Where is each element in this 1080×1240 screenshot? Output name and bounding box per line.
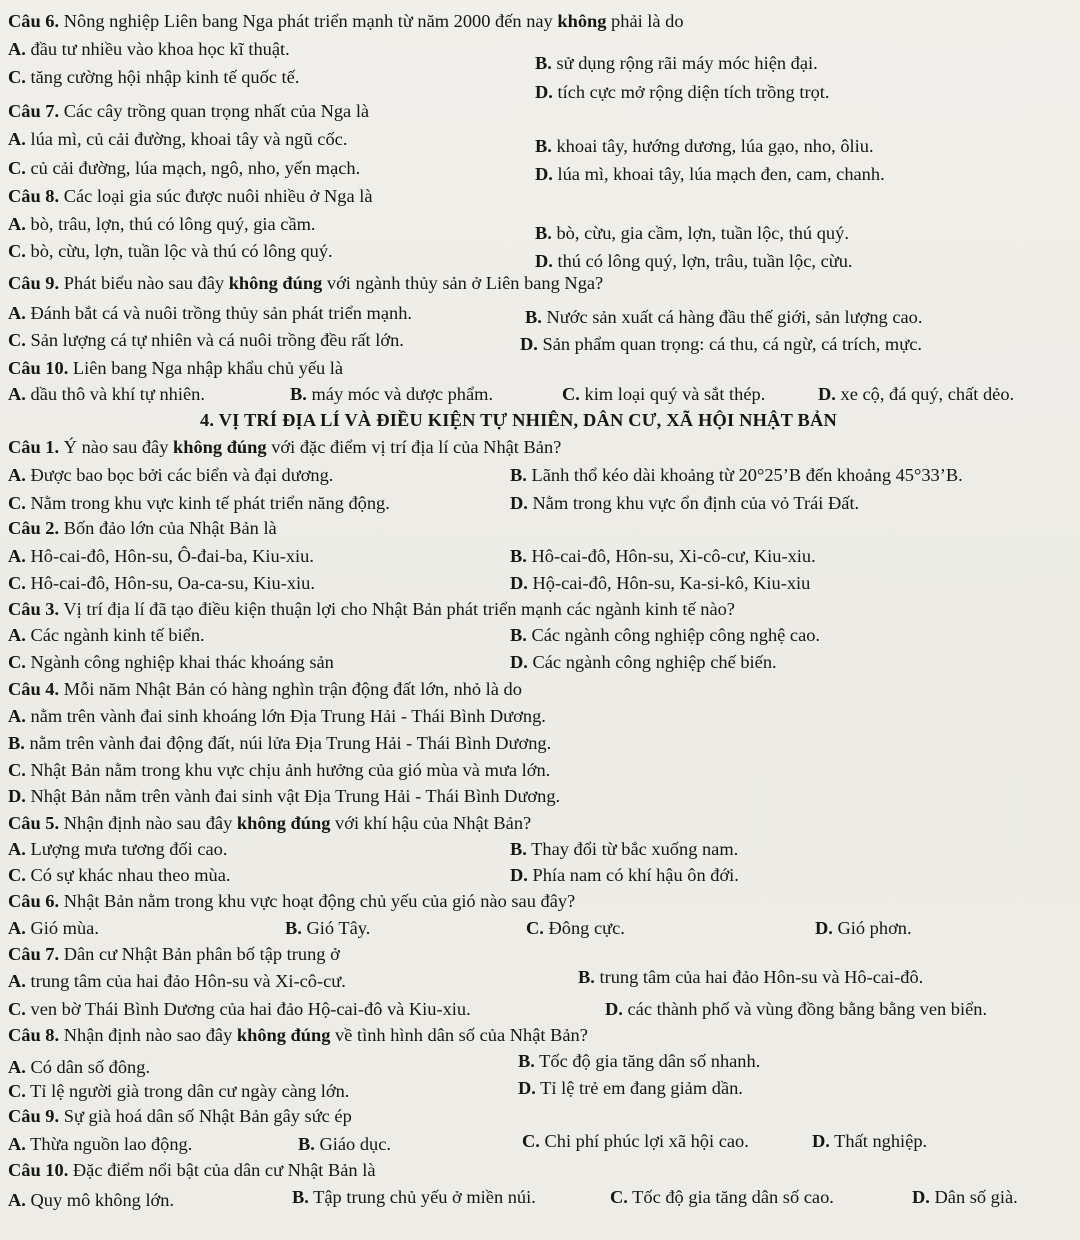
question-text: Phát biểu nào sau đây — [63, 273, 225, 293]
option-letter: B. — [510, 465, 527, 485]
option-text: Nước sản xuất cá hàng đầu thế giới, sản lượng cao. — [546, 307, 923, 327]
option-text: Lãnh thổ kéo dài khoảng từ 20°25’B đến khoảng 45°33’B. — [531, 465, 963, 485]
option-text: nằm trên vành đai sinh khoáng lớn Địa Trung Hải - Thái Bình Dương. — [30, 706, 546, 726]
option-letter: A. — [8, 303, 26, 323]
option-text: Các ngành công nghiệp công nghệ cao. — [531, 625, 821, 645]
option-letter: D. — [535, 82, 553, 102]
option-letter: A. — [8, 839, 26, 859]
option-letter: B. — [535, 53, 552, 73]
option-letter: B. — [525, 307, 542, 327]
question-text: Nhật Bản nằm trong khu vực hoạt động chủ yếu của gió nào sau đây? — [63, 891, 576, 911]
option-letter: A. — [8, 129, 26, 149]
option-text: bò, cừu, lợn, tuần lộc và thú có lông quý. — [30, 241, 333, 261]
question-text: Đặc điểm nổi bật của dân cư Nhật Bản là — [72, 1160, 376, 1180]
question-text: Mỗi năm Nhật Bản có hàng nghìn trận động đất lớn, nhỏ là do — [63, 679, 522, 699]
option-letter: C. — [8, 652, 26, 672]
question-text: Các loại gia súc được nuôi nhiều ở Nga là — [63, 186, 373, 206]
option-text: Nằm trong khu vực ổn định của vỏ Trái Đất. — [532, 493, 860, 513]
option-text: Quy mô không lớn. — [30, 1190, 175, 1210]
option-letter: A. — [8, 39, 26, 59]
option-letter: A. — [8, 971, 26, 991]
question-number: Câu 8. — [8, 1025, 60, 1045]
option-letter: A. — [8, 918, 26, 938]
option-letter: C. — [562, 384, 580, 404]
question-number: Câu 2. — [8, 518, 60, 538]
option-text: Đông cực. — [548, 918, 625, 938]
option-text: Thay đổi từ bắc xuống nam. — [531, 839, 739, 859]
option-letter: D. — [605, 999, 623, 1019]
option-letter: D. — [815, 918, 833, 938]
option-letter: D. — [510, 573, 528, 593]
option-letter: D. — [510, 865, 528, 885]
option-letter: C. — [8, 158, 26, 178]
option-text: Tốc độ gia tăng dân số cao. — [632, 1187, 834, 1207]
option-letter: D. — [510, 652, 528, 672]
question-number: Câu 1. — [8, 437, 60, 457]
option-text: Tập trung chủ yếu ở miền núi. — [313, 1187, 536, 1207]
option-text: Tốc độ gia tăng dân số nhanh. — [539, 1051, 761, 1071]
option-letter: A. — [8, 1057, 26, 1077]
option-text: Hô-cai-đô, Hôn-su, Oa-ca-su, Kiu-xiu. — [30, 573, 315, 593]
question-text: với khí hậu của Nhật Bản? — [335, 813, 532, 833]
option-letter: C. — [8, 241, 26, 261]
option-letter: B. — [290, 384, 307, 404]
question-text: Vị trí địa lí đã tạo điều kiện thuận lợi cho Nhật Bản phát triển mạnh các ngành kinh tế nào? — [63, 599, 735, 619]
option-letter: C. — [8, 865, 26, 885]
option-letter: D. — [510, 493, 528, 513]
option-letter: A. — [8, 625, 26, 645]
question-text: với ngành thủy sản ở Liên bang Nga? — [326, 273, 604, 293]
option-letter: B. — [535, 223, 552, 243]
option-letter: B. — [510, 839, 527, 859]
option-text: ven bờ Thái Bình Dương của hai đảo Hộ-cai-đô và Kiu-xiu. — [30, 999, 471, 1019]
option-text: Hộ-cai-đô, Hôn-su, Ka-si-kô, Kiu-xiu — [532, 573, 811, 593]
question-emphasis: không đúng — [173, 437, 267, 457]
question-text: về tình hình dân số của Nhật Bản? — [335, 1025, 588, 1045]
option-letter: B. — [518, 1051, 535, 1071]
option-text: kim loại quý và sắt thép. — [584, 384, 766, 404]
question-number: Câu 5. — [8, 813, 60, 833]
question-number: Câu 9. — [8, 273, 60, 293]
question-text: Nhận định nào sau đây — [63, 813, 233, 833]
option-text: trung tâm của hai đảo Hôn-su và Hô-cai-đô. — [599, 967, 924, 987]
option-letter: C. — [526, 918, 544, 938]
option-letter: A. — [8, 214, 26, 234]
option-letter: A. — [8, 1190, 26, 1210]
question-text: Nhận định nào sao đây — [63, 1025, 233, 1045]
option-text: Chi phí phúc lợi xã hội cao. — [544, 1131, 749, 1151]
option-letter: C. — [8, 493, 26, 513]
option-text: Lượng mưa tương đối cao. — [30, 839, 228, 859]
question-emphasis: không đúng — [228, 273, 323, 293]
option-letter: D. — [518, 1078, 536, 1098]
option-letter: B. — [510, 625, 527, 645]
option-text: Gió mùa. — [30, 918, 99, 938]
option-text: Có dân số đông. — [30, 1057, 151, 1077]
question-number: Câu 6. — [8, 891, 60, 911]
option-text: khoai tây, hướng dương, lúa gạo, nho, ôliu. — [556, 136, 874, 156]
option-text: Hô-cai-đô, Hôn-su, Xi-cô-cư, Kiu-xiu. — [531, 546, 816, 566]
option-text: Sản lượng cá tự nhiên và cá nuôi trồng đều rất lớn. — [30, 330, 404, 350]
question-text: Các cây trồng quan trọng nhất của Nga là — [63, 101, 370, 121]
option-text: xe cộ, đá quý, chất dẻo. — [840, 384, 1015, 404]
section-title: 4. VỊ TRÍ ĐỊA LÍ VÀ ĐIỀU KIỆN TỰ NHIÊN, DÂN CƯ, XÃ HỘI NHẬT BẢN — [200, 410, 837, 430]
option-text: Nhật Bản nằm trên vành đai sinh vật Địa Trung Hải - Thái Bình Dương. — [30, 786, 561, 806]
option-text: Phía nam có khí hậu ôn đới. — [532, 865, 739, 885]
question-emphasis: không — [557, 11, 607, 31]
option-letter: C. — [8, 67, 26, 87]
question-text: với đặc điểm vị trí địa lí của Nhật Bản? — [271, 437, 562, 457]
question-number: Câu 4. — [8, 679, 60, 699]
option-text: lúa mì, củ cải đường, khoai tây và ngũ cốc. — [30, 129, 348, 149]
question-text: Dân cư Nhật Bản phân bố tập trung ở — [63, 944, 340, 964]
option-letter: C. — [522, 1131, 540, 1151]
option-text: Các ngành kinh tế biển. — [30, 625, 205, 645]
option-text: đầu tư nhiều vào khoa học kĩ thuật. — [30, 39, 290, 59]
option-text: nằm trên vành đai động đất, núi lửa Địa Trung Hải - Thái Bình Dương. — [29, 733, 552, 753]
question-number: Câu 9. — [8, 1106, 60, 1126]
question-number: Câu 10. — [8, 358, 69, 378]
option-letter: A. — [8, 706, 26, 726]
option-text: dầu thô và khí tự nhiên. — [30, 384, 205, 404]
option-letter: D. — [535, 251, 553, 271]
option-letter: A. — [8, 384, 26, 404]
question-number: Câu 6. — [8, 11, 60, 31]
question-number: Câu 8. — [8, 186, 60, 206]
option-text: Gió phơn. — [837, 918, 912, 938]
question-emphasis: không đúng — [236, 1025, 331, 1045]
option-text: Thừa nguồn lao động. — [30, 1134, 193, 1154]
option-text: Sản phẩm quan trọng: cá thu, cá ngừ, cá trích, mực. — [542, 334, 922, 354]
option-text: lúa mì, khoai tây, lúa mạch đen, cam, chanh. — [557, 164, 885, 184]
question-text: Sự già hoá dân số Nhật Bản gây sức ép — [63, 1106, 352, 1126]
option-letter: B. — [8, 733, 25, 753]
option-letter: B. — [578, 967, 595, 987]
option-text: củ cải đường, lúa mạch, ngô, nho, yến mạch. — [30, 158, 361, 178]
option-letter: D. — [8, 786, 26, 806]
option-letter: C. — [8, 330, 26, 350]
question-number: Câu 10. — [8, 1160, 69, 1180]
question-text: phải là do — [611, 11, 684, 31]
option-letter: A. — [8, 546, 26, 566]
option-letter: D. — [812, 1131, 830, 1151]
question-number: Câu 7. — [8, 944, 60, 964]
option-text: bò, trâu, lợn, thú có lông quý, gia cầm. — [30, 214, 316, 234]
option-text: Tỉ lệ người già trong dân cư ngày càng lớn. — [30, 1081, 350, 1101]
question-text: Bốn đảo lớn của Nhật Bản là — [63, 518, 277, 538]
option-text: thú có lông quý, lợn, trâu, tuần lộc, cừu. — [557, 251, 853, 271]
option-text: tăng cường hội nhập kinh tế quốc tế. — [30, 67, 300, 87]
question-text: Nông nghiệp Liên bang Nga phát triển mạnh từ năm 2000 đến nay — [63, 11, 553, 31]
option-letter: A. — [8, 1134, 26, 1154]
option-text: Nằm trong khu vực kinh tế phát triển năng động. — [30, 493, 390, 513]
option-text: sử dụng rộng rãi máy móc hiện đại. — [556, 53, 818, 73]
option-text: Tỉ lệ trẻ em đang giảm dần. — [540, 1078, 743, 1098]
option-text: Gió Tây. — [306, 918, 371, 938]
option-letter: B. — [285, 918, 302, 938]
option-letter: B. — [535, 136, 552, 156]
option-text: Dân số già. — [934, 1187, 1018, 1207]
option-letter: C. — [8, 760, 26, 780]
option-letter: B. — [298, 1134, 315, 1154]
option-letter: C. — [8, 573, 26, 593]
question-number: Câu 7. — [8, 101, 60, 121]
option-letter: B. — [510, 546, 527, 566]
option-letter: D. — [535, 164, 553, 184]
option-letter: C. — [8, 1081, 26, 1101]
question-number: Câu 3. — [8, 599, 60, 619]
question-text: Ý nào sau đây — [63, 437, 169, 457]
option-text: Được bao bọc bởi các biển và đại dương. — [30, 465, 334, 485]
option-letter: B. — [292, 1187, 309, 1207]
option-text: Nhật Bản nằm trong khu vực chịu ảnh hưởng của gió mùa và mưa lớn. — [30, 760, 551, 780]
option-letter: C. — [610, 1187, 628, 1207]
option-text: tích cực mở rộng diện tích trồng trọt. — [557, 82, 830, 102]
option-text: Giáo dục. — [319, 1134, 391, 1154]
option-letter: A. — [8, 465, 26, 485]
option-letter: D. — [520, 334, 538, 354]
option-text: bò, cừu, gia cầm, lợn, tuần lộc, thú quý. — [556, 223, 849, 243]
option-text: Có sự khác nhau theo mùa. — [30, 865, 231, 885]
option-text: các thành phố và vùng đồng bằng bằng ven biển. — [627, 999, 988, 1019]
option-text: Hô-cai-đô, Hôn-su, Ô-đai-ba, Kiu-xiu. — [30, 546, 314, 566]
question-text: Liên bang Nga nhập khẩu chủ yếu là — [72, 358, 344, 378]
option-letter: D. — [818, 384, 836, 404]
option-text: Thất nghiệp. — [834, 1131, 928, 1151]
option-letter: C. — [8, 999, 26, 1019]
option-text: máy móc và dược phẩm. — [311, 384, 494, 404]
option-text: Ngành công nghiệp khai thác khoáng sản — [30, 652, 334, 672]
option-letter: D. — [912, 1187, 930, 1207]
option-text: trung tâm của hai đảo Hôn-su và Xi-cô-cư. — [30, 971, 346, 991]
option-text: Đánh bắt cá và nuôi trồng thủy sản phát triển mạnh. — [30, 303, 413, 323]
option-text: Các ngành công nghiệp chế biến. — [532, 652, 777, 672]
question-emphasis: không đúng — [236, 813, 331, 833]
